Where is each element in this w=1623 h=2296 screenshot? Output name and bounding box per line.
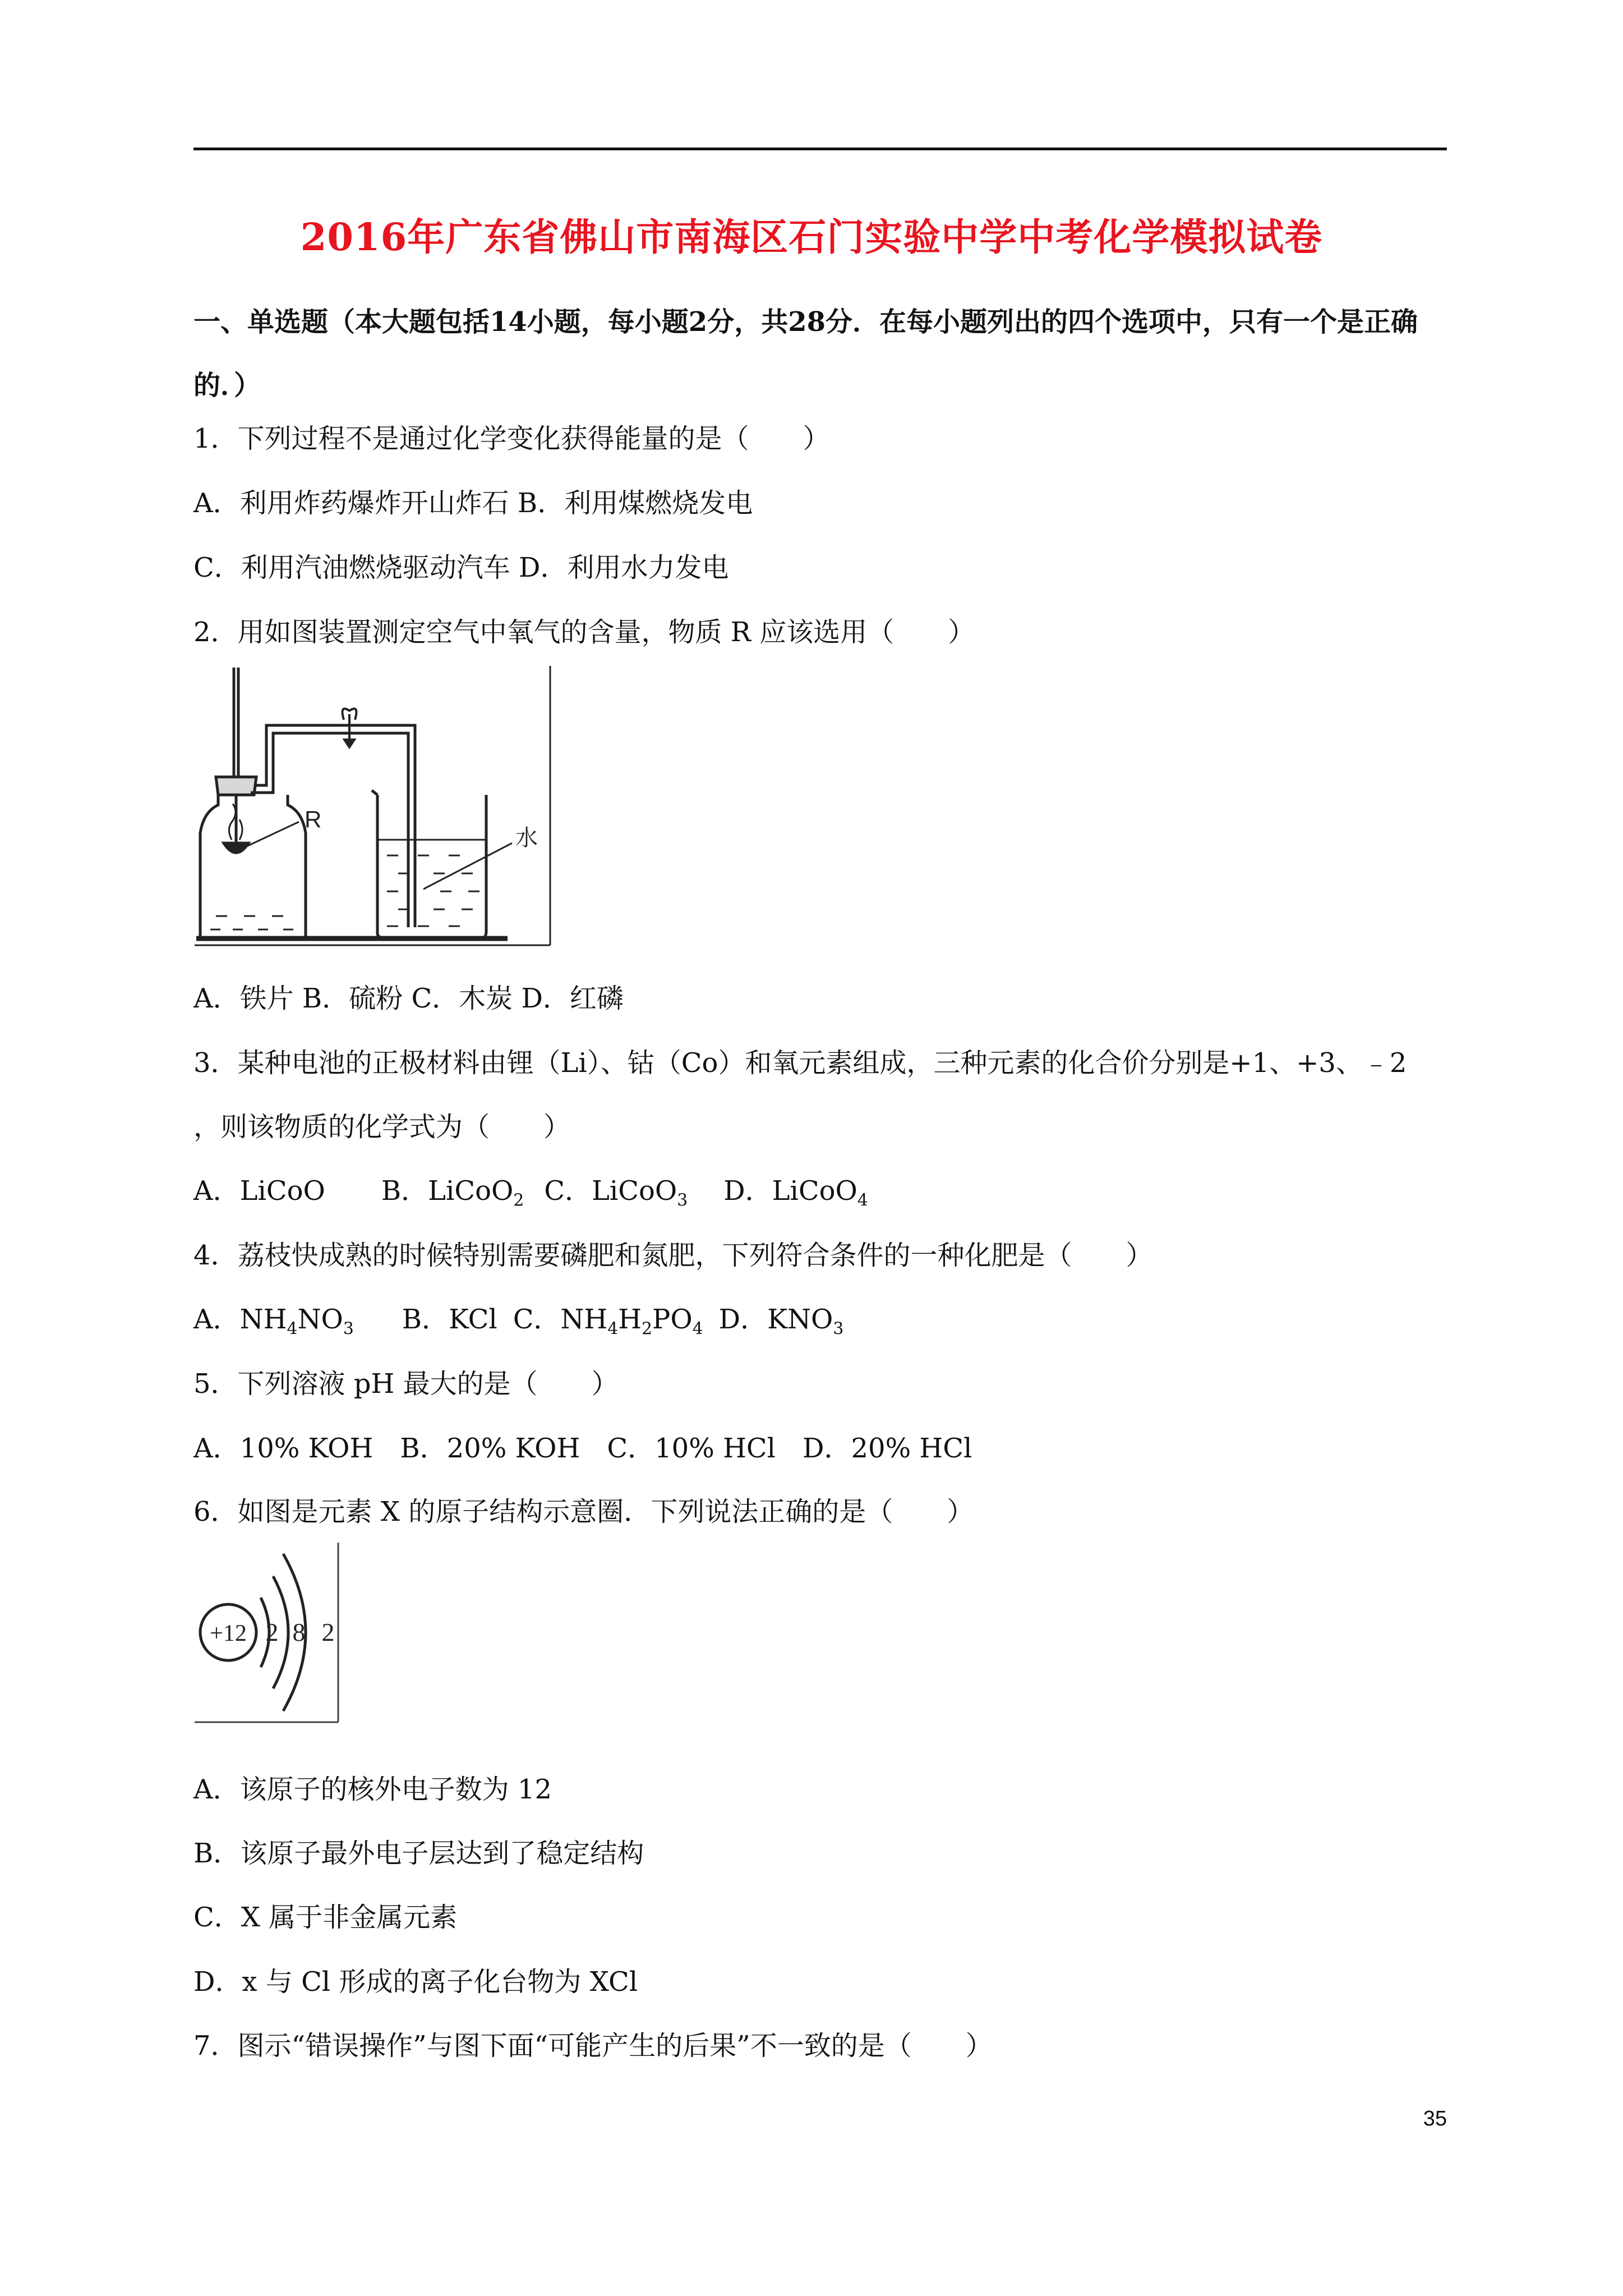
q3-option-b: B．LiCoO$_2$ xyxy=(381,1175,524,1211)
atomic-structure-figure xyxy=(193,1542,340,1725)
question-6-option-a: A．该原子的核外电子数为 12 xyxy=(193,1774,552,1805)
section-heading: 一、单选题（本大题包括14小题，每小题2分，共28分．在每小题列出的四个选项中，只有一个是正确的．） xyxy=(193,306,1418,401)
exam-title: 2016年广东省佛山市南海区石门实验中学中考化学模拟试卷 xyxy=(300,215,1323,259)
question-2-options: A．铁片 B．硫粉 C．木炭 D．红磷 xyxy=(193,983,624,1014)
question-5-options: A．10% KOH B．20% KOH C．10% HCl D．20% HCl xyxy=(193,1433,972,1464)
label-water: 水 xyxy=(515,825,538,850)
q4-option-b: B．KCl xyxy=(402,1304,497,1335)
nucleus-charge: +12 xyxy=(210,1621,247,1646)
q3-option-a: A．LiCoO xyxy=(193,1175,325,1207)
shell-3-electrons: 2 xyxy=(321,1618,335,1646)
question-1-options-cd: C．利用汽油燃烧驱动汽车 D．利用水力发电 xyxy=(193,552,729,583)
question-5-stem: 5．下列溶液 pH 最大的是（ ） xyxy=(193,1368,619,1400)
question-1-options-ab: A．利用炸药爆炸开山炸石 B．利用煤燃烧发电 xyxy=(193,487,753,519)
question-4-stem: 4．荔枝快成熟的时候特别需要磷肥和氮肥，下列符合条件的一种化肥是（ ） xyxy=(193,1240,1153,1271)
question-6-option-c: C．X 属于非金属元素 xyxy=(193,1902,458,1933)
oxygen-apparatus-figure xyxy=(193,665,552,948)
question-7-stem: 7．图示“错误操作”与图下面“可能产生的后果”不一致的是（ ） xyxy=(193,2030,993,2062)
shell-2-electrons: 8 xyxy=(292,1618,306,1646)
q4-option-a: A．$NH_4NO_3$ xyxy=(193,1304,354,1339)
q4-option-c: C．$NH_4H_2PO_4$ xyxy=(513,1304,703,1339)
shell-1-electrons: 2 xyxy=(265,1618,279,1646)
question-3-stem-line-2: ，则该物质的化学式为（ ） xyxy=(193,1111,571,1143)
question-4-options xyxy=(193,1303,844,1339)
question-1-stem: 1．下列过程不是通过化学变化获得能量的是（ ） xyxy=(193,423,830,454)
q4-option-d: D．$KNO_3$ xyxy=(718,1304,844,1339)
question-2-stem: 2．用如图装置测定空气中氧气的含量，物质 R 应该选用（ ） xyxy=(193,616,975,648)
question-6-option-b: B．该原子最外电子层达到了稳定结构 xyxy=(193,1838,644,1869)
q3-option-c: C．LiCoO$_3$ xyxy=(544,1175,688,1211)
q3-option-d: D．LiCoO$_4$ xyxy=(723,1175,868,1211)
page-number: 35 xyxy=(1423,2107,1447,2131)
question-3-options xyxy=(193,1174,868,1211)
label-r: R xyxy=(305,806,322,832)
question-6-option-d: D．x 与 Cl 形成的离子化台物为 XCl xyxy=(193,1966,638,1998)
question-6-stem: 6．如图是元素 X 的原子结构示意圈．下列说法正确的是（ ） xyxy=(193,1496,974,1527)
question-3-stem-line-1: 3．某种电池的正极材料由锂（Li）、钴（Co）和氧元素组成，三种元素的化合价分别是+1、+3、﹣2 xyxy=(193,1047,1407,1079)
header-rule xyxy=(193,148,1447,150)
